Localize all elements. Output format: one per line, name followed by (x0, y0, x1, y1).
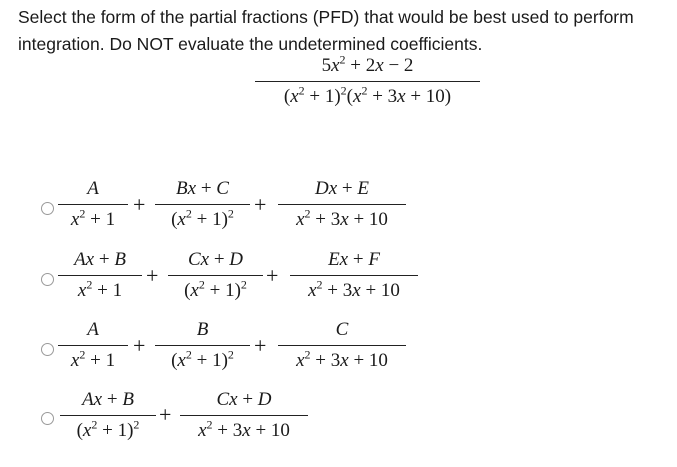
term-numerator: Dx + E (315, 178, 369, 199)
fraction-bar (58, 204, 128, 205)
plus-sign: + (266, 263, 279, 288)
fraction-bar (180, 415, 308, 416)
fraction-bar (155, 204, 250, 205)
term-numerator: A (87, 178, 99, 199)
option-2-term-2 (168, 247, 263, 304)
option-2-radio[interactable] (41, 273, 54, 286)
term-numerator: Ex + F (328, 249, 380, 270)
term-denominator: $x^2 + 3x + 10$ (198, 417, 290, 441)
option-2-term-1 (58, 247, 142, 304)
option-3-radio[interactable] (41, 343, 54, 356)
term-numerator: C (335, 319, 349, 340)
fraction-bar (58, 345, 128, 346)
term-denominator: $x^2 + 3x + 10$ (296, 347, 388, 371)
term-numerator: Bx + C (176, 178, 229, 199)
term-numerator: Ax + B (82, 389, 134, 410)
option-3-term-1 (58, 317, 128, 374)
term-denominator: $x^2 + 1$ (77, 277, 123, 301)
term-denominator: $(x^2 + 1)^2$ (184, 277, 247, 301)
option-3-term-3 (278, 317, 406, 374)
term-numerator: A (87, 319, 99, 340)
plus-sign: + (133, 192, 146, 217)
term-numerator: B (196, 319, 209, 340)
option-4-term-1 (60, 387, 156, 444)
term-denominator: $x^2 + 3x + 10$ (296, 206, 388, 230)
plus-sign: + (133, 333, 146, 358)
term-denominator: $x^2 + 1$ (70, 206, 116, 230)
term-numerator: Cx + D (216, 389, 272, 410)
term-denominator: $(x^2 + 1)^2$ (171, 347, 234, 371)
plus-sign: + (254, 333, 267, 358)
option-1-term-3 (278, 176, 406, 233)
fraction-bar (168, 275, 263, 276)
option-1-term-2 (155, 176, 250, 233)
fraction-bar (278, 204, 406, 205)
expression-numerator: $5x^2 + 2x - 2$ (321, 52, 414, 76)
fraction-bar (155, 345, 250, 346)
expression-denominator: $(x^2 + 1)^2(x^2 + 3x + 10)$ (283, 83, 452, 107)
term-denominator: $x^2 + 1$ (70, 347, 116, 371)
fraction-bar (60, 415, 156, 416)
plus-sign: + (254, 192, 267, 217)
fraction-bar (58, 275, 142, 276)
option-2-term-3 (290, 247, 418, 304)
option-1-term-1 (58, 176, 128, 233)
option-4-radio[interactable] (41, 412, 54, 425)
fraction-bar (290, 275, 418, 276)
fraction-bar (278, 345, 406, 346)
term-numerator: Cx + D (187, 249, 244, 270)
option-1-radio[interactable] (41, 202, 54, 215)
question-text: Select the form of the partial fractions (PFD) that would be best used to perform integration. Do NOT evaluate the undetermined coefficients. (18, 7, 634, 54)
term-numerator: Ax + B (74, 249, 126, 270)
term-denominator: $(x^2 + 1)^2$ (76, 417, 140, 441)
term-denominator: $x^2 + 3x + 10$ (308, 277, 400, 301)
plus-sign: + (146, 263, 159, 288)
main-expression (255, 53, 480, 110)
option-4-term-2 (180, 387, 308, 444)
term-denominator: $(x^2 + 1)^2$ (171, 206, 234, 230)
option-3-term-2 (155, 317, 250, 374)
fraction-bar (255, 81, 480, 82)
plus-sign: + (159, 402, 172, 427)
